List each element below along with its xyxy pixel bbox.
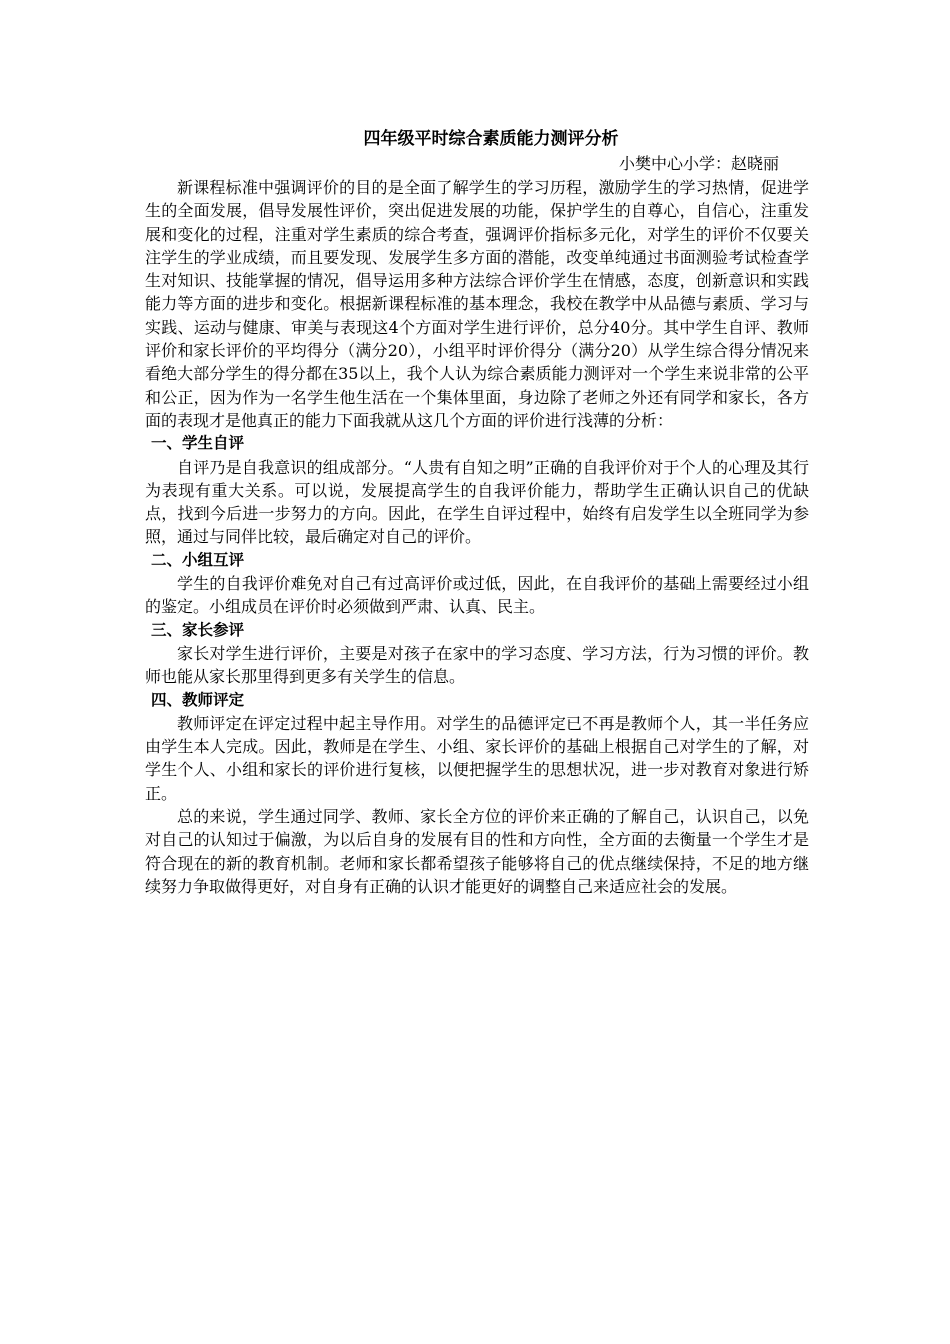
- section-heading-self-evaluation: 一、学生自评: [151, 434, 245, 453]
- author-line: 小樊中心小学：赵晓丽: [618, 154, 779, 173]
- section-heading-group-evaluation: 二、小组互评: [151, 550, 245, 569]
- section-heading-teacher-evaluation: 四、教师评定: [151, 690, 245, 709]
- document-body: [145, 126, 809, 898]
- section-body-group-evaluation: 学生的自我评价难免对自己有过高评价或过低，因此，在自我评价的基础上需要经过小组的鉴定。小组成员在评价时必须做到严肃、认真、民主。: [145, 574, 809, 617]
- section-body-parent-evaluation: 家长对学生进行评价，主要是对孩子在家中的学习态度、学习方法，行为习惯的评价。教师也能从家长那里得到更多有关学生的信息。: [145, 643, 809, 687]
- section-body-self-evaluation: 自评乃是自我意识的组成部分。“人贵有自知之明”正确的自我评价对于个人的心理及其行为表现有重大关系。可以说，发展提高学生的自我评价能力，帮助学生正确认识自己的优缺点，找到今后进一步努力的方向。因此，在学生自评过程中，始终有启发学生以全班同学为参照，通过与同伴比较，最后确定对自己的评价。: [145, 457, 809, 547]
- conclusion-paragraph: 总的来说，学生通过同学、教师、家长全方位的评价来正确的了解自己，认识自己，以免对自己的认知过于偏激，为以后自身的发展有目的性和方向性，全方面的去衡量一个学生才是符合现在的新的教育机制。老师和家长都希望孩子能够将自己的优点继续保持，不足的地方继续努力争取做得更好，对自身有正确的认识才能更好的调整自己来适应社会的发展。: [145, 807, 809, 896]
- section-heading-parent-evaluation: 三、家长参评: [151, 620, 245, 639]
- section-body-teacher-evaluation: 教师评定在评定过程中起主导作用。对学生的品德评定已不再是教师个人，其一半任务应由学生本人完成。因此，教师是在学生、小组、家长评价的基础上根据自己对学生的了解，对学生个人、小组和家长的评价进行复核，以便把握学生的思想状况，进一步对教育对象进行矫正。: [145, 713, 809, 803]
- intro-paragraph: 新课程标准中强调评价的目的是全面了解学生的学习历程，激励学生的学习热情，促进学生的全面发展，倡导发展性评价，突出促进发展的功能，保护学生的自尊心，自信心，注重发展和变化的过程，注重对学生素质的综合考查，强调评价指标多元化，对学生的评价不仅要关注学生的学业成绩，而且要发现、发展学生多方面的潜能，改变单纯通过书面测验考试检查学生对知识、技能掌握的情况，倡导运用多种方法综合评价学生在情感，态度，创新意识和实践能力等方面的进步和变化。根据新课程标准的基本理念，我校在教学中从品德与素质、学习与实践、运动与健康、审美与表现这4个方面对学生进行评价，总分40分。其中学生自评、教师评价和家长评价的平均得分（满分20），小组平时评价得分（满分20）从学生综合得分情况来看绝大部分学生的得分都在35以上，我个人认为综合素质能力测评对一个学生来说非常的公平和公正，因为作为一名学生他生活在一个集体里面，身边除了老师之外还有同学和家长，各方面的表现才是他真正的能力下面我就从这几个方面的评价进行浅薄的分析：: [145, 178, 809, 430]
- document-title: 四年级平时综合素质能力测评分析: [363, 129, 619, 149]
